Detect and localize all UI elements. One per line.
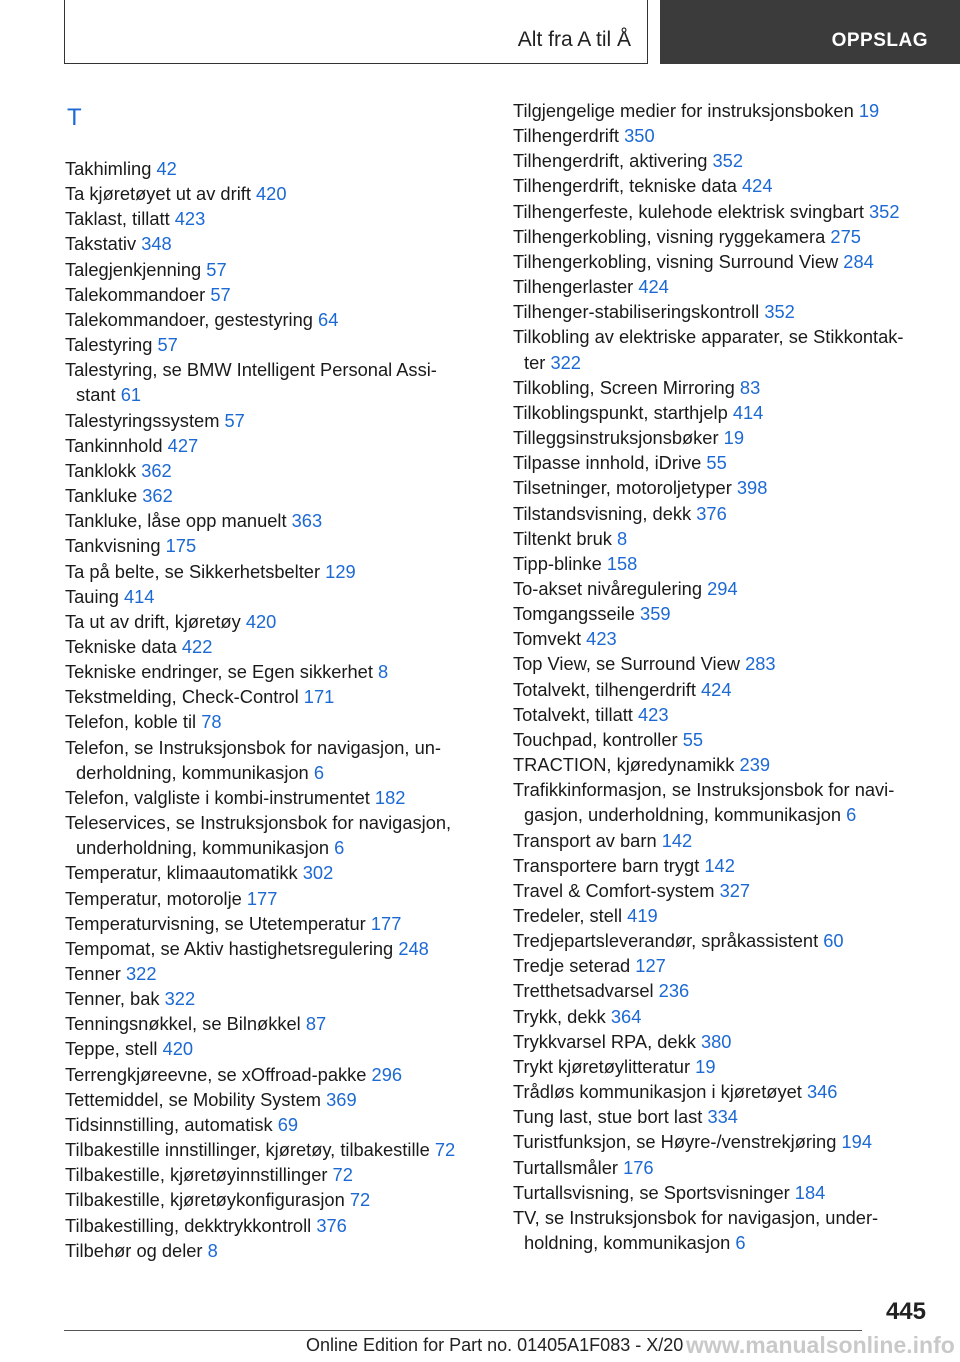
index-entry-page-link[interactable]: 362 — [141, 459, 172, 481]
index-entry-text: Turtallsmåler — [513, 1156, 618, 1178]
index-entry — [65, 810, 505, 860]
index-entry-page-link[interactable]: 236 — [658, 980, 690, 1002]
header-tab-label: OPPSLAG — [831, 30, 928, 51]
index-entry — [65, 483, 505, 508]
index-entry-text: Tilhengerfeste, kulehode elektrisk svingbart — [513, 200, 864, 222]
index-entry-page-link[interactable]: 424 — [701, 678, 732, 700]
index-entry-page-link[interactable]: 352 — [869, 200, 900, 222]
index-entry-text: Tilhengerdrift, tekniske data — [513, 175, 737, 197]
index-entry-page-link[interactable]: 359 — [640, 603, 671, 625]
index-entry-page-link[interactable]: 8 — [616, 527, 628, 549]
index-entry-page-link[interactable]: 427 — [167, 434, 199, 456]
index-entry-page-link[interactable]: 302 — [302, 862, 334, 884]
index-entry-page-link[interactable]: 369 — [326, 1088, 357, 1110]
index-entry-text: TRACTION, kjøredynamikk — [513, 754, 735, 776]
index-entry-page-link[interactable]: 294 — [707, 577, 738, 599]
index-entry-page-link[interactable]: 55 — [682, 728, 704, 750]
index-entry-page-link[interactable]: 376 — [316, 1214, 347, 1236]
index-entry-page-link[interactable]: 6 — [334, 837, 345, 859]
index-entry-text: Tung last, stue bort last — [513, 1106, 703, 1128]
index-entry-text: To-akset nivåregulering — [513, 577, 703, 599]
index-entry — [65, 735, 505, 785]
index-entry — [65, 961, 505, 986]
index-entry — [513, 400, 953, 425]
index-entry-page-link[interactable]: 171 — [303, 686, 335, 708]
index-entry — [65, 559, 505, 584]
index-entry — [513, 501, 953, 526]
index-entry — [65, 860, 505, 885]
index-entry-text: Tekniske data — [65, 635, 177, 657]
index-entry-page-link[interactable]: 322 — [126, 963, 157, 984]
index-entry-text: Tomgangsseile — [513, 603, 635, 625]
index-entry-page-link[interactable]: 419 — [627, 905, 658, 926]
index-entry-text: Touchpad, kontroller — [513, 728, 678, 750]
index-entry-continuation: stant — [76, 384, 116, 406]
index-entry-page-link[interactable]: 182 — [374, 786, 406, 808]
index-entry-page-link[interactable]: 398 — [736, 477, 768, 499]
index-entry — [513, 375, 953, 400]
index-entry — [65, 307, 505, 332]
index-entry — [65, 1112, 505, 1137]
index-entry — [513, 1129, 953, 1154]
index-entry-text: Tilgjengelige medier for instruksjonsboken — [513, 100, 854, 121]
index-entry — [513, 148, 953, 173]
index-entry — [65, 684, 505, 709]
index-entry-text: Tempomat, se Aktiv hastighetsregulering — [65, 937, 394, 959]
index-entry-page-link[interactable]: 283 — [745, 653, 776, 675]
index-entry — [513, 475, 953, 500]
index-entry-text: Takstativ — [65, 233, 137, 255]
page-number: 445 — [885, 1298, 926, 1325]
index-entry-page-link[interactable]: 423 — [586, 628, 617, 650]
index-entry — [513, 224, 953, 249]
index-entry — [513, 98, 953, 123]
index-entry — [513, 1205, 953, 1255]
index-entry-text: Telefon, valgliste i kombi-instrumentet — [65, 786, 370, 808]
index-entry — [513, 777, 953, 827]
index-entry-text: Tredje seterad — [513, 955, 631, 977]
index-entry-page-link[interactable]: 57 — [157, 334, 178, 356]
index-entry — [65, 886, 505, 911]
index-entry — [513, 953, 953, 978]
index-entry-text: Tiltenkt bruk — [513, 527, 612, 549]
index-entry-page-link[interactable]: 348 — [141, 233, 172, 255]
index-entry — [65, 458, 505, 483]
index-entry-text: Tilpasse innhold, iDrive — [513, 452, 702, 474]
index-entry-page-link[interactable]: 284 — [843, 250, 874, 272]
index-entry-text: Transportere barn trygt — [513, 854, 700, 876]
index-entry-text: Totalvekt, tilhengerdrift — [513, 678, 696, 700]
index-entry-text: Talestyring, se BMW Intelligent Personal Assi- — [65, 359, 437, 381]
index-entry-page-link[interactable]: 177 — [370, 912, 402, 934]
index-entry-page-link[interactable]: 322 — [164, 988, 196, 1010]
index-entry — [65, 332, 505, 357]
index-entry — [65, 282, 505, 307]
index-entry — [513, 651, 953, 676]
index-entry-page-link[interactable]: 346 — [806, 1081, 838, 1103]
index-entry-page-link[interactable]: 142 — [661, 829, 693, 851]
index-entry — [513, 526, 953, 551]
index-entry-text: Tilsetninger, motoroljetyper — [513, 477, 732, 499]
index-entry-text: Talekommandoer — [65, 283, 206, 305]
index-entry-text: Temperatur, klimaautomatikk — [65, 862, 298, 884]
index-entry-text: Tilhengerkobling, visning Surround View — [513, 250, 839, 272]
index-entry-text: Tilleggsinstruksjonsbøker — [513, 427, 719, 449]
header-section-tab — [660, 0, 960, 64]
index-entry-page-link[interactable]: 376 — [696, 502, 727, 524]
index-entry — [513, 576, 953, 601]
index-entry-page-link[interactable]: 420 — [162, 1038, 194, 1060]
index-entry-page-link[interactable]: 420 — [256, 183, 287, 205]
index-entry-text: Temperatur, motorolje — [65, 887, 242, 909]
index-entry-text: Tretthetsadvarsel — [513, 980, 654, 1002]
index-entry — [513, 702, 953, 727]
index-entry-page-link[interactable]: 57 — [224, 409, 245, 431]
index-entry-page-link[interactable]: 64 — [318, 308, 339, 330]
index-entry-text: Takhimling — [65, 158, 152, 179]
index-entry — [513, 626, 953, 651]
index-entry-page-link[interactable]: 72 — [434, 1139, 456, 1161]
index-entry-text: Tilbehør og deler — [65, 1239, 203, 1261]
index-entry — [65, 433, 505, 458]
index-entry — [513, 324, 953, 374]
index-entry-page-link[interactable]: 6 — [735, 1232, 746, 1254]
index-entry — [513, 450, 953, 475]
index-entry-text: Tredeler, stell — [513, 905, 623, 926]
index-entry-page-link[interactable]: 363 — [291, 510, 323, 532]
index-entry-page-link[interactable]: 194 — [841, 1131, 873, 1153]
index-entry-page-link[interactable]: 19 — [695, 1055, 716, 1077]
index-entry-page-link[interactable]: 350 — [624, 125, 655, 147]
index-entry — [65, 1187, 505, 1212]
index-entry-text: Telefon, koble til — [65, 711, 197, 733]
index-entry-page-link[interactable]: 127 — [635, 955, 666, 977]
index-entry — [65, 533, 505, 558]
index-entry-text: Tenningsnøkkel, se Bilnøkkel — [65, 1013, 301, 1035]
index-entry-page-link[interactable]: 184 — [794, 1181, 826, 1203]
index-entry — [65, 634, 505, 659]
index-entry — [513, 601, 953, 626]
index-entry-text: Tilhengerdrift — [513, 125, 620, 147]
index-entry-text: Telefon, se Instruksjonsbok for navigasjon, un- — [65, 736, 441, 758]
index-entry-page-link[interactable]: 6 — [846, 804, 857, 826]
index-entry — [513, 1054, 953, 1079]
index-entry-page-link[interactable]: 175 — [165, 535, 197, 557]
index-entry — [513, 752, 953, 777]
index-entry-continuation: gasjon, underholdning, kommunikasjon — [524, 804, 842, 826]
index-entry — [65, 257, 505, 282]
index-entry — [513, 928, 953, 953]
index-entry-text: Tettemiddel, se Mobility System — [65, 1088, 322, 1110]
index-entry — [65, 1137, 505, 1162]
index-entry-text: Transport av barn — [513, 829, 657, 851]
index-entry — [65, 785, 505, 810]
index-entry-page-link[interactable]: 177 — [246, 887, 278, 909]
index-entry-text: Tauing — [65, 585, 119, 607]
index-entry — [513, 853, 953, 878]
index-column-right — [513, 98, 953, 1255]
index-entry — [65, 408, 505, 433]
index-entry-page-link[interactable]: 8 — [207, 1239, 218, 1261]
index-entry — [513, 199, 953, 224]
index-entry-text: Turtallsvisning, se Sportsvisninger — [513, 1181, 790, 1203]
index-entry-page-link[interactable]: 362 — [142, 485, 173, 507]
index-entry — [513, 878, 953, 903]
index-entry-continuation: ter — [524, 351, 546, 373]
index-entry-text: Tilbakestille innstillinger, kjøretøy, tilbakestille — [65, 1139, 430, 1161]
index-entry — [513, 1029, 953, 1054]
index-entry — [65, 1036, 505, 1061]
index-list-right — [513, 98, 953, 1255]
index-entry — [65, 357, 505, 407]
index-entry-page-link[interactable]: 6 — [313, 761, 324, 783]
index-entry-page-link[interactable]: 296 — [371, 1063, 403, 1085]
index-entry-continuation: derholdning, kommunikasjon — [76, 761, 309, 783]
index-entry — [513, 173, 953, 198]
index-entry-text: Trafikkinformasjon, se Instruksjonsbok for navi- — [513, 779, 895, 801]
index-entry-page-link[interactable]: 19 — [858, 100, 880, 121]
index-entry — [65, 1087, 505, 1112]
index-entry — [65, 231, 505, 256]
index-entry — [65, 1213, 505, 1238]
index-entry-text: Tilstandsvisning, dekk — [513, 502, 692, 524]
index-entry-text: Tilhengerkobling, visning ryggekamera — [513, 225, 826, 247]
index-entry — [513, 727, 953, 752]
index-entry-text: Trådløs kommunikasjon i kjøretøyet — [513, 1081, 802, 1103]
index-entry-text: Travel & Comfort-system — [513, 879, 715, 901]
index-entry-page-link[interactable]: 322 — [550, 351, 581, 373]
header-title: Alt fra A til Å — [517, 28, 631, 51]
index-entry-text: TV, se Instruksjonsbok for navigasjon, under- — [513, 1206, 879, 1228]
index-entry — [65, 936, 505, 961]
index-entry-text: Tredjepartsleverandør, språkassistent — [513, 930, 819, 952]
index-entry-continuation: underholdning, kommunikasjon — [76, 837, 330, 859]
index-entry-page-link[interactable]: 57 — [206, 258, 227, 280]
index-entry — [65, 1062, 505, 1087]
footer-edition-text: Online Edition for Part no. 01405A1F083 - X/20 — [306, 1335, 684, 1355]
footer-divider — [64, 1330, 862, 1331]
index-entry-page-link[interactable]: 72 — [332, 1164, 353, 1186]
index-entry-text: Trykk, dekk — [513, 1005, 606, 1027]
index-entry-text: Tenner — [65, 963, 121, 984]
section-letter: T — [67, 104, 82, 131]
index-entry-page-link[interactable]: 248 — [398, 937, 429, 959]
index-entry — [65, 1011, 505, 1036]
index-entry — [513, 1079, 953, 1104]
index-entry — [513, 828, 953, 853]
index-entry-page-link[interactable]: 60 — [823, 930, 844, 952]
index-entry — [65, 181, 505, 206]
index-entry — [513, 978, 953, 1003]
index-entry — [513, 1104, 953, 1129]
index-entry-page-link[interactable]: 142 — [704, 854, 735, 876]
index-entry-page-link[interactable]: 61 — [120, 384, 142, 406]
index-entry-text: Talestyringssystem — [65, 409, 220, 431]
index-entry-text: Trykkvarsel RPA, dekk — [513, 1030, 696, 1052]
index-entry-text: Tenner, bak — [65, 988, 160, 1010]
index-entry-text: Tilhengerlaster — [513, 276, 634, 298]
index-entry-page-link[interactable]: 275 — [830, 225, 861, 247]
index-entry-page-link[interactable]: 239 — [739, 754, 771, 776]
index-entry — [65, 659, 505, 684]
index-entry — [65, 1238, 505, 1263]
index-entry — [513, 1004, 953, 1029]
index-entry-text: Tanklokk — [65, 459, 137, 481]
index-entry — [65, 709, 505, 734]
index-entry-text: Tidsinnstilling, automatisk — [65, 1113, 273, 1135]
index-list-left — [65, 156, 505, 1263]
index-entry-page-link[interactable]: 83 — [739, 376, 761, 398]
index-entry-page-link[interactable]: 352 — [764, 301, 795, 323]
index-entry-page-link[interactable]: 87 — [305, 1013, 327, 1035]
index-entry-text: Tilhenger-stabiliseringskontroll — [513, 301, 760, 323]
index-entry-text: Talegjenkjenning — [65, 258, 202, 280]
index-entry-page-link[interactable]: 423 — [174, 208, 206, 230]
index-entry-page-link[interactable]: 57 — [210, 283, 231, 305]
index-entry-page-link[interactable]: 129 — [325, 560, 356, 582]
index-entry-page-link[interactable]: 422 — [181, 635, 213, 657]
index-entry — [513, 1180, 953, 1205]
index-entry — [65, 609, 505, 634]
index-entry — [65, 911, 505, 936]
index-entry-text: Tilkoblingspunkt, starthjelp — [513, 401, 728, 423]
index-entry — [513, 249, 953, 274]
index-entry-text: Tankvisning — [65, 535, 161, 557]
index-entry-text: Tilbakestille, kjøretøykonfigurasjon — [65, 1189, 345, 1211]
index-entry-text: Tilhengerdrift, aktivering — [513, 150, 708, 172]
index-entry-page-link[interactable]: 158 — [606, 552, 638, 574]
index-entry — [513, 274, 953, 299]
index-entry-text: Tankinnhold — [65, 434, 163, 456]
index-entry-text: Top View, se Surround View — [513, 653, 740, 675]
index-entry-text: Terrengkjøreevne, se xOffroad-pakke — [65, 1063, 367, 1085]
index-entry-page-link[interactable]: 424 — [638, 276, 669, 298]
index-entry — [65, 508, 505, 533]
index-entry — [513, 1155, 953, 1180]
header-title-box — [64, 0, 648, 64]
index-entry — [65, 206, 505, 231]
index-entry — [513, 299, 953, 324]
index-entry — [513, 903, 953, 928]
index-entry-page-link[interactable]: 19 — [723, 427, 745, 449]
index-entry — [513, 425, 953, 450]
index-entry-text: Talekommandoer, gestestyring — [65, 308, 313, 330]
watermark: www.manualsonline.info — [686, 1332, 955, 1358]
page-header — [64, 0, 960, 64]
index-entry-text: Ta på belte, se Sikkerhetsbelter — [65, 560, 321, 582]
index-entry-page-link[interactable]: 414 — [732, 401, 764, 423]
index-entry-page-link[interactable]: 78 — [201, 711, 222, 733]
index-entry — [513, 123, 953, 148]
index-entry-text: Trykt kjøretøylitteratur — [513, 1055, 691, 1077]
index-entry — [65, 986, 505, 1011]
index-entry-page-link[interactable]: 327 — [719, 879, 751, 901]
index-entry-text: Tipp-blinke — [513, 552, 602, 574]
index-entry-page-link[interactable]: 334 — [707, 1106, 738, 1128]
index-entry-text: Teppe, stell — [65, 1038, 158, 1060]
index-entry-text: Tekstmelding, Check-Control — [65, 686, 299, 708]
index-entry-page-link[interactable]: 8 — [378, 661, 389, 683]
index-entry-text: Tomvekt — [513, 628, 582, 650]
index-entry-text: Tilkobling, Screen Mirroring — [513, 376, 735, 398]
index-entry-page-link[interactable]: 420 — [245, 610, 277, 632]
index-entry-page-link[interactable]: 176 — [623, 1156, 654, 1178]
index-entry-page-link[interactable]: 380 — [700, 1030, 732, 1052]
index-entry-text: Teleservices, se Instruksjonsbok for navigasjon, — [65, 812, 452, 834]
index-entry-page-link[interactable]: 42 — [156, 158, 177, 179]
index-entry-text: Ta kjøretøyet ut av drift — [65, 183, 251, 205]
index-entry-page-link[interactable]: 424 — [742, 175, 773, 197]
index-entry-text: Ta ut av drift, kjøretøy — [65, 610, 241, 632]
index-entry-page-link[interactable]: 364 — [610, 1005, 642, 1027]
index-entry — [65, 156, 505, 181]
index-entry-text: Tekniske endringer, se Egen sikkerhet — [65, 661, 373, 683]
index-entry-text: Talestyring — [65, 334, 153, 356]
index-entry-text: Tilkobling av elektriske apparater, se Stikkontak- — [513, 326, 904, 348]
index-entry — [65, 1162, 505, 1187]
index-entry — [65, 584, 505, 609]
index-entry-text: Tilbakestille, kjøretøyinnstillinger — [65, 1164, 328, 1186]
index-column-left — [65, 98, 505, 1263]
index-entry — [513, 551, 953, 576]
index-entry — [513, 677, 953, 702]
index-entry-page-link[interactable]: 72 — [349, 1189, 371, 1211]
index-entry-text: Totalvekt, tillatt — [513, 703, 633, 725]
index-entry-continuation: holdning, kommunikasjon — [524, 1232, 731, 1254]
index-entry-text: Tilbakestilling, dekktrykkontroll — [65, 1214, 312, 1236]
index-entry-text: Turistfunksjon, se Høyre-/venstrekjøring — [513, 1131, 837, 1153]
index-entry-page-link[interactable]: 352 — [712, 150, 744, 172]
index-entry-page-link[interactable]: 423 — [637, 703, 669, 725]
index-entry-text: Tankluke — [65, 485, 138, 507]
index-entry-text: Temperaturvisning, se Utetemperatur — [65, 912, 366, 934]
index-entry-page-link[interactable]: 55 — [706, 452, 727, 474]
index-entry-text: Taklast, tillatt — [65, 208, 170, 230]
index-entry-page-link[interactable]: 414 — [123, 585, 155, 607]
index-entry-page-link[interactable]: 69 — [277, 1113, 299, 1135]
index-entry-text: Tankluke, låse opp manuelt — [65, 510, 287, 532]
